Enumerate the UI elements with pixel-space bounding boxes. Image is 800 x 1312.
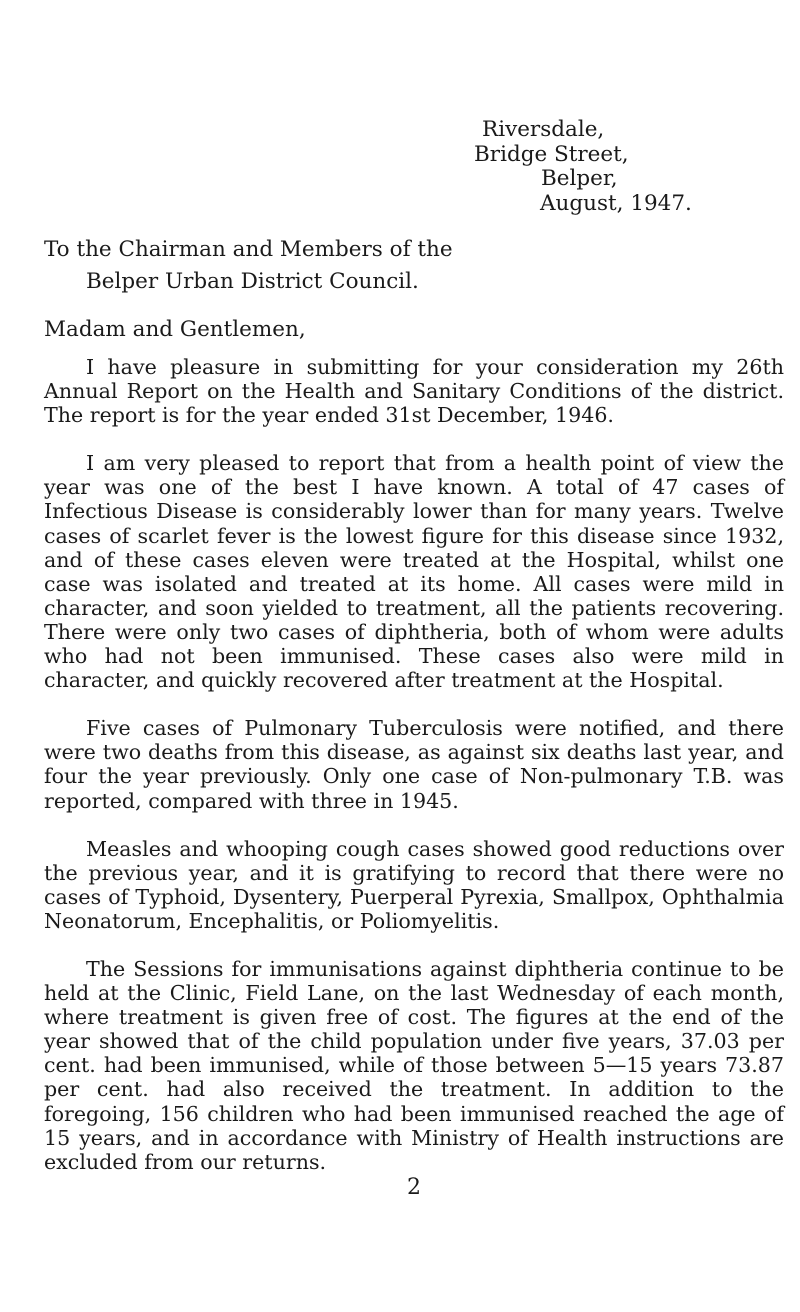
sender-address <box>44 118 784 216</box>
address-date: August, 1947. <box>540 190 692 216</box>
addressee-line-2: Belper Urban District Council. <box>86 269 419 294</box>
paragraph-intro: I have pleasure in submitting for your consideration my 26th Annual Report on the Health and Sanitary Conditions of the district. The report is for the year ended 31st December, 1946. <box>44 355 784 428</box>
address-line-3: Belper, <box>541 166 618 191</box>
paragraph-measles: Measles and whooping cough cases showed good reductions over the previous year, and it is gratifying to record that there were no cases of Typhoid, Dysentery, Puerperal Pyrexia, Smallpox, Ophthalmia Neonatorum, Encephalitis, or Poliomyelitis. <box>44 836 784 933</box>
document-page <box>44 0 784 1312</box>
paragraph-infectious-disease: I am very pleased to report that from a health point of view the year was one of the best I have known. A total of 47 cases of Infectious Disease is considerably lower than for many years. Twelve cases of scarlet fever is the lowest figure for this disease since 1932, and of these cases eleven were treated at the Hospital, whilst one case was isolated and treated at its home. All cases were mild in character, and soon yielded to treatment, all the patients recovering. There were only two cases of diphtheria, both of whom were adults who had not been immunised. These cases also were mild in character, and quickly recovered after treatment at the Hospital. <box>44 451 784 693</box>
salutation: Madam and Gentlemen, <box>44 317 306 342</box>
paragraph-immunisation: The Sessions for immunisations against diphtheria continue to be held at the Clinic, Field Lane, on the last Wednesday of each month, where treatment is given free of cost. The figures at the end of the year showed that of the child population under five years, 37.03 per cent. had been immunised, while of those between 5—15 years 73.87 per cent. had also received the treatment. In addition to the foregoing, 156 children who had been immunised reached the age of 15 years, and in accordance with Ministry of Health instructions are excluded from our returns. <box>44 956 784 1174</box>
addressee-block <box>44 234 784 298</box>
letter-body <box>44 355 784 1198</box>
addressee-line-1: To the Chairman and Members of the <box>44 237 453 262</box>
paragraph-tuberculosis: Five cases of Pulmonary Tuberculosis were notified, and there were two deaths from this disease, as against six deaths last year, and four the year previously. Only one case of Non-pulmonary T.B. was reported, compared with three in 1945. <box>44 716 784 813</box>
page-number: 2 <box>407 1175 421 1200</box>
address-line-1: Riversdale, <box>482 117 605 142</box>
address-line-2: Bridge Street, <box>474 141 629 167</box>
